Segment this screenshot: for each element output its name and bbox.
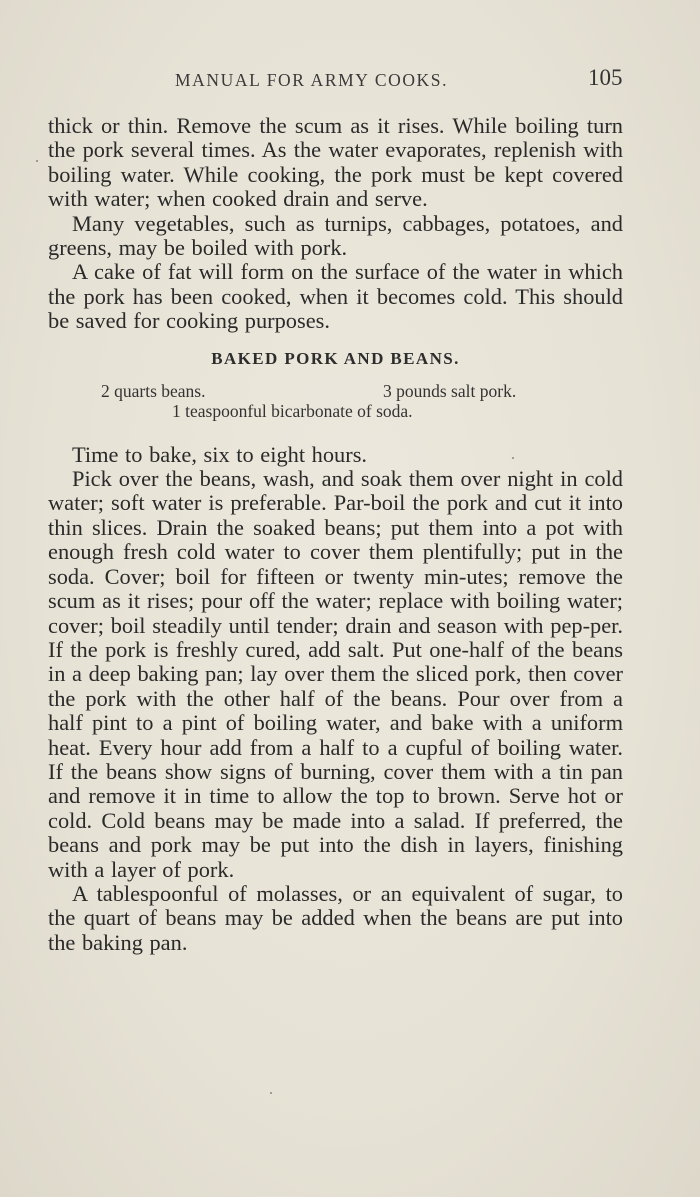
- body-text: [48, 114, 623, 955]
- ingredient-item: 1 teaspoonful bicarbonate of soda.: [172, 400, 413, 421]
- page-number: 105: [588, 65, 623, 90]
- running-head: [0, 64, 700, 94]
- ingredient-item: 3 pounds salt pork.: [383, 380, 517, 401]
- molasses-note: A tablespoonful of molasses, or an equivalent of sugar, to the quart of beans may be added when the beans are put into the baking pan.: [48, 880, 623, 955]
- paragraph-vegetables: Many vegetables, such as turnips, cabbages, potatoes, and greens, may be boiled with pork.: [48, 210, 623, 261]
- paper-speck: [36, 160, 38, 162]
- recipe-heading: BAKED PORK AND BEANS.: [211, 348, 460, 368]
- paragraph-continued: thick or thin. Remove the scum as it rises. While boiling turn the pork several times. As the water evaporates, replenish with boiling water. While cooking, the pork must be kept covered with water; when cooked drain and serve.: [48, 113, 623, 212]
- paragraph-fat-cake: A cake of fat will form on the surface of the water in which the pork has been cooked, when it becomes cold. This should be saved for cooking purposes.: [48, 259, 623, 334]
- instructions-paragraph: Pick over the beans, wash, and soak them over night in cold water; soft water is preferable. Par-boil the pork and cut it into thin slices. Drain the soaked beans; put them into a pot with enough fresh cold water to cover them plentifully; put in the soda. Cover; boil for fifteen or twenty min-utes; remove the scum as it rises; pour off the water; replace with boiling water; cover; boil steadily until tender; drain and season with pep-per. If the pork is freshly cured, add salt. Put one-half of the beans in a deep baking pan; lay over them the sliced pork, then cover the pork with the other half of the beans. Pour over from a half pint to a pint of boiling water, and bake with a uniform heat. Every hour add from a half to a cupful of boiling water. If the beans show signs of burning, cover them with a tin pan and remove it in time to allow the top to brown. Serve hot or cold. Cold beans may be made into a salad. If preferred, the beans and pork may be put into the dish in layers, finishing with a layer of pork.: [48, 466, 623, 882]
- baking-time: Time to bake, six to eight hours.: [72, 441, 368, 467]
- ingredient-list: [48, 381, 623, 431]
- paper-speck: [512, 457, 514, 459]
- paper-speck: [270, 1092, 272, 1094]
- ingredient-item: 2 quarts beans.: [101, 380, 206, 401]
- running-title: MANUAL FOR ARMY COOKS.: [175, 70, 449, 90]
